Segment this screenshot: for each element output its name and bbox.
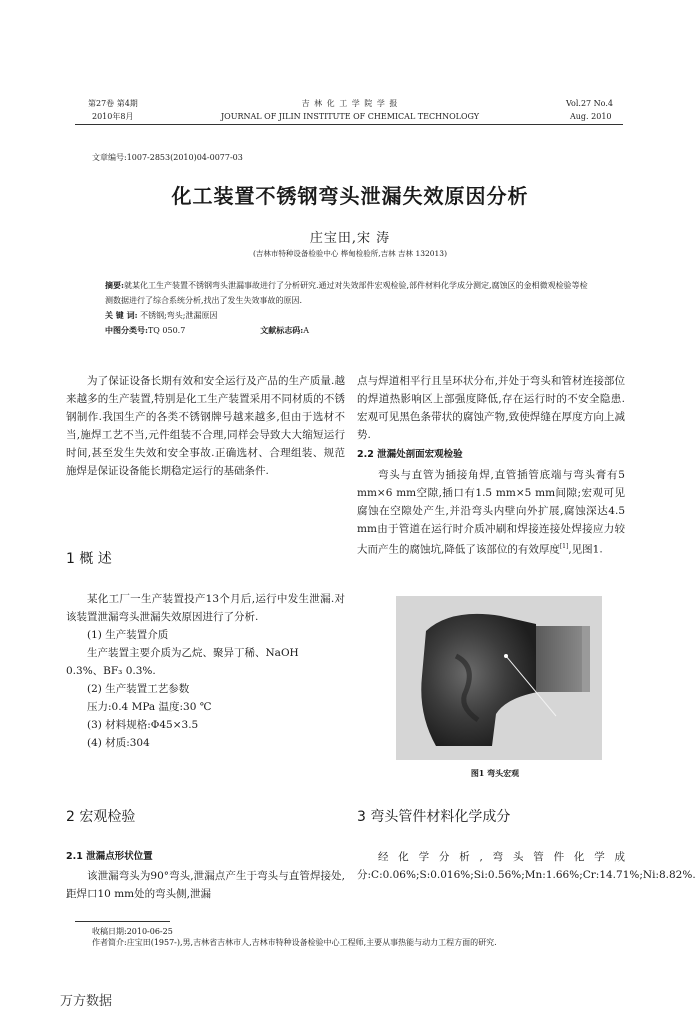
abstract [105,278,595,338]
subsection-2-2-paragraph: 弯头与直管为插接角焊,直管插管底端与弯头膏有5 mm×6 mm空隙,插口有1.5 mm×5 mm间隙;宏观可见腐蚀在空隙处产生,并沿弯头内壁向外扩展,腐蚀深达4.5 mm由于管道在运行时介质冲刷和焊接连接处焊接应力较大而产生的腐蚀坑,降低了该部位的有效厚度[1],见图1. [357,469,625,556]
subsection-2-2-title: 2.2 泄漏处剖面宏观检验 [357,449,463,460]
reference-mark: [1] [559,543,569,550]
journal-name-cn: 吉 林 化 工 学 院 学 报 [301,99,399,108]
subsection-2-2-body [357,466,625,559]
date-en: Aug. 2010 [570,112,612,121]
right-column [357,372,625,444]
section-1-body [66,590,345,752]
continued-paragraph: 点与焊道相平行且呈环状分布,并处于弯头和管材连接部位的焊道热影响区上部强度降低,存在运行时的不安全隐患.宏观可见黑色条带状的腐蚀产物,致使焊缝在厚度方向上减势. [357,375,625,441]
publish-date: 2010年8月 [92,112,134,121]
footnote-rule [75,921,170,922]
authors: 庄宝田,宋 涛 [309,231,391,246]
list-item: (2) 生产装置工艺参数 [87,683,190,695]
abstract-text: 就某化工生产装置不锈钢弯头泄漏事故进行了分析研究.通过对失效部件宏观检验,部件材料化学成分测定,腐蚀区的金相微观检验等检测数据进行了综合系统分析,找出了发生失效事故的原因. [105,281,588,305]
volume-en: Vol.27 No.4 [566,99,613,108]
header-rule [75,124,623,125]
subsection-2-1-paragraph: 该泄漏弯头为90°弯头,泄漏点产生于弯头与直管焊接处,距焊口10 mm处的弯头侧,泄漏 [66,870,345,900]
media-paragraph-cont: 0.3%、BF₃ 0.3%. [66,665,156,677]
journal-name-en: JOURNAL OF JILIN INSTITUTE OF CHEMICAL TECHNOLOGY [220,112,480,121]
section-1-title: 1 概 述 [66,551,112,567]
section-2-title: 2 宏观检验 [66,809,136,825]
received-date: 收稿日期:2010-06-25 [92,927,173,936]
subsection-2-1-title: 2.1 泄漏点形状位置 [66,851,153,862]
list-item: (4) 材质:304 [87,737,150,749]
abstract-label: 摘要: [105,280,124,290]
subsection-2-1-body [66,867,345,903]
elbow-photo-graphic [396,596,602,760]
keywords-label: 关 键 词: [105,310,138,320]
article-id: 文章编号:1007-2853(2010)04-0077-03 [92,153,243,162]
list-item: (3) 材料规格:Φ45×3.5 [87,719,199,731]
author-intro: 作者简介:庄宝田(1957-),男,吉林省吉林市人,吉林市特种设备检验中心工程师,主要从事热能与动力工程方面的研究. [92,938,497,947]
figure-1-caption: 图1 弯头宏观 [470,768,520,778]
keywords: 不锈钢;弯头;泄漏原因 [140,311,218,320]
section-3-paragraph: 经化学分析,弯头管件化学成分:C:0.06%;S:0.016%;Si:0.56%;Mn:1.66%;Cr:14.71%;Ni:8.82%. [357,851,696,881]
section-3-body [357,848,696,884]
paper-title: 化工装置不锈钢弯头泄漏失效原因分析 [171,184,529,208]
list-item: (1) 生产装置介质 [87,629,169,641]
media-paragraph: 生产装置主要介质为乙烷、聚异丁稀、NaOH [87,647,299,659]
doc-code-label: 文献标志码: [260,325,304,335]
figure-1-photo [396,596,602,760]
process-params: 压力:0.4 MPa 温度:30 ℃ [87,701,212,713]
wanfang-watermark: 万方数据 [60,994,113,1009]
clc-number: TQ 050.7 [147,326,186,335]
doc-code: A [303,326,310,335]
section-1-paragraph: 某化工厂一生产装置投产13个月后,运行中发生泄漏.对该装置泄漏弯头泄漏失效原因进行了分析. [66,593,345,623]
affiliation: (吉林市特种设备检验中心 桦甸检验所,吉林 吉林 132013) [252,249,448,258]
section-3-title: 3 弯头管件材料化学成分 [357,809,511,825]
intro-paragraph: 为了保证设备长期有效和安全运行及产品的生产质量.越来越多的生产装置,特别是化工生产装置采用不同材质的不锈钢制作.我国生产的各类不锈钢牌号越来越多,但由于选材不当,施焊工艺不当,元件组装不合理,同样会导致大大缩短运行时间,甚至发生失效和安全事故.正确选材、合理组装、规范施焊是保证设备能长期稳定运行的基础条件. [66,375,345,477]
left-column [66,372,345,480]
volume-issue: 第27卷 第4期 [88,99,138,108]
clc-label: 中图分类号: [105,325,148,335]
